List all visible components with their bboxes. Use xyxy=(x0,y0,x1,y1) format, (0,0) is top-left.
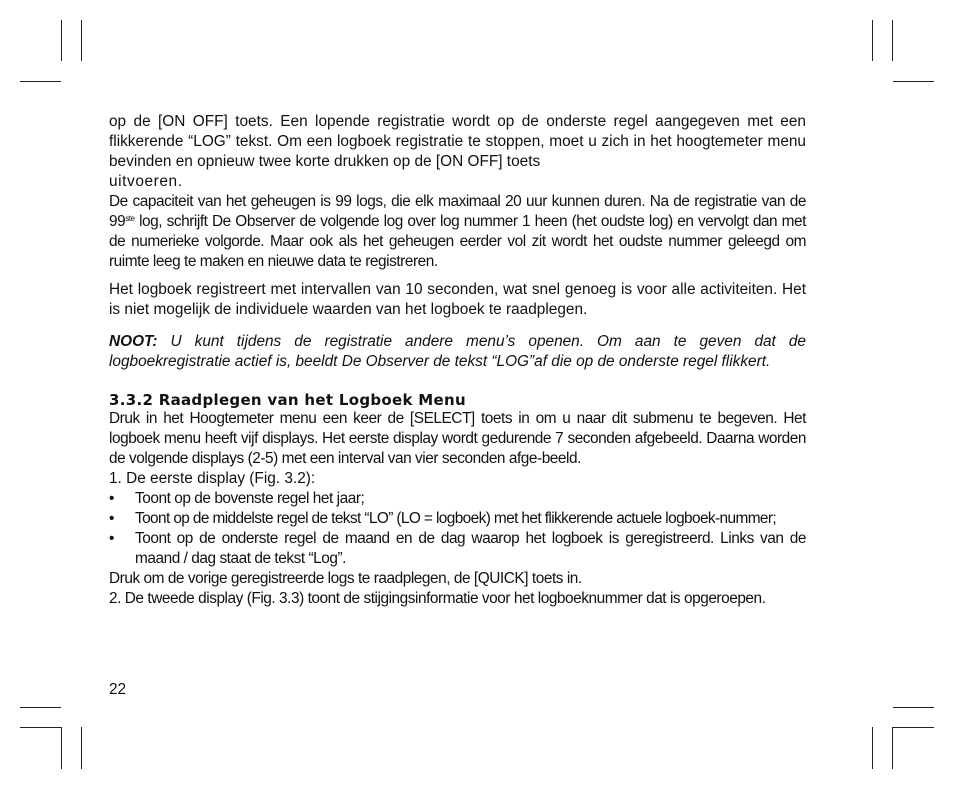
note-label: NOOT: xyxy=(109,333,158,350)
bullet-list xyxy=(109,489,806,569)
list-item xyxy=(109,529,806,569)
paragraph-registration-text: op de [ON OFF] toets. Een lopende registratie wordt op de onderste regel aangegeven met een flikkerende “LOG” tekst. Om een logboek registratie te stoppen, moet u zich in het hoogtemeter menu bevinden en opnieuw twee korte drukken op de [ON OFF] toets xyxy=(109,113,806,170)
superscript-ste: ste xyxy=(125,214,135,223)
list-item xyxy=(109,489,806,509)
list-item-text: Toont op de bovenste regel het jaar; xyxy=(135,490,365,507)
paragraph-interval xyxy=(109,280,806,320)
paragraph-capacity xyxy=(109,192,806,272)
quick-instruction-text: Druk om de vorige geregistreerde logs te raadplegen, de [QUICK] toets in. xyxy=(109,570,582,587)
section-intro xyxy=(109,409,806,469)
crop-mark xyxy=(893,81,934,82)
page-number: 22 xyxy=(109,681,127,698)
crop-mark xyxy=(81,727,82,769)
crop-mark xyxy=(893,707,934,708)
crop-mark xyxy=(872,20,873,61)
list-item-text: Toont op de middelste regel de tekst “LO” (LO = logboek) met het flikkerende actuele logboek-nummer; xyxy=(135,510,777,527)
first-display-label-text: 1. De eerste display (Fig. 3.2): xyxy=(109,470,316,487)
crop-mark xyxy=(893,727,934,728)
quick-instruction xyxy=(109,569,806,589)
note-paragraph xyxy=(109,332,806,372)
paragraph-registration-end-text: uitvoeren. xyxy=(109,173,183,190)
paragraph-registration xyxy=(109,112,806,172)
crop-mark xyxy=(892,727,893,769)
list-item-text: Toont op de onderste regel de maand en de dag waarop het logboek is geregistreerd. Links van de maand / dag staat de tekst “Log”. xyxy=(135,530,806,567)
paragraph-capacity-text-b: log, schrijft De Observer de volgende log over log nummer 1 heen (het oudste log) en vervolgt dan met de numerieke volgorde. Maar ook als het geheugen eerder vol zit wordt het oudste nummer geleegd om ruimte leeg te maken en nieuwe data te registreren. xyxy=(109,213,806,270)
bullet-marker: • xyxy=(109,530,114,547)
bullet-marker: • xyxy=(109,490,114,507)
crop-mark xyxy=(20,727,61,728)
crop-mark xyxy=(20,707,61,708)
paragraph-registration-end xyxy=(109,172,806,192)
crop-mark xyxy=(81,20,82,61)
paragraph-capacity-text-a: De capaciteit van het geheugen is 99 logs, die elk maximaal 20 uur kunnen duren. Na de registratie van de 99 xyxy=(109,193,806,230)
crop-mark xyxy=(61,20,62,61)
crop-mark xyxy=(61,727,62,769)
paragraph-interval-text: Het logboek registreert met intervallen van 10 seconden, wat snel genoeg is voor alle activiteiten. Het is niet mogelijk de individuele waarden van het logboek te raadplegen. xyxy=(109,281,806,318)
crop-mark xyxy=(20,81,61,82)
crop-mark xyxy=(892,20,893,61)
page-body xyxy=(109,112,806,609)
section-heading: 3.3.2 Raadplegen van het Logboek Menu xyxy=(109,391,466,409)
note-text: U kunt tijdens de registratie andere menu’s openen. Om aan te geven dat de logboekregistratie actief is, beeldt De Observer de tekst “LOG”af die op de onderste regel flikkert. xyxy=(109,333,806,370)
second-display-text: 2. De tweede display (Fig. 3.3) toont de stijgingsinformatie voor het logboeknummer dat is opgeroepen. xyxy=(109,590,766,607)
bullet-marker: • xyxy=(109,510,114,527)
list-item xyxy=(109,509,806,529)
second-display xyxy=(109,589,806,609)
crop-mark xyxy=(872,727,873,769)
section-intro-text: Druk in het Hoogtemeter menu een keer de [SELECT] toets in om u naar dit submenu te begeven. Het logboek menu heeft vijf displays. Het eerste display wordt gedurende 7 seconden afgebeeld. Daarna worden de volgende displays (2-5) met een interval van vier seconden afge-beeld. xyxy=(109,410,806,467)
first-display-label xyxy=(109,469,806,489)
